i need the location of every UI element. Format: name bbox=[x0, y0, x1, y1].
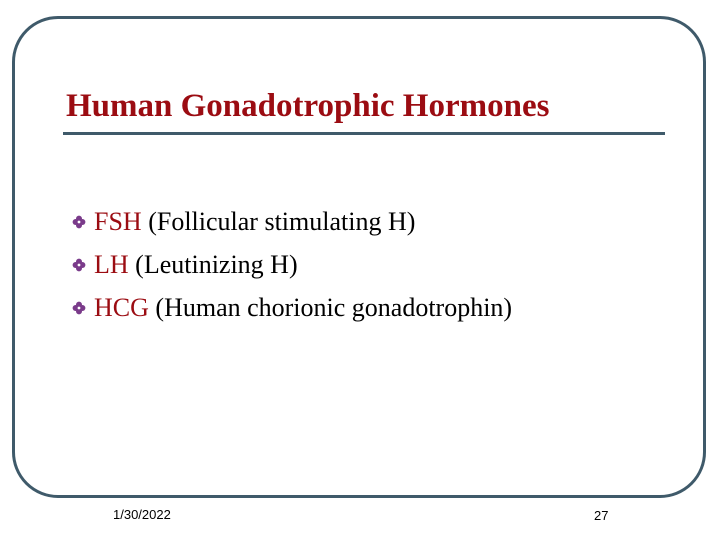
bullet-item-hcg bbox=[72, 286, 512, 329]
bullet-acronym: LH bbox=[94, 250, 129, 279]
diamond-bullet-icon bbox=[72, 215, 86, 229]
slide-title: Human Gonadotrophic Hormones bbox=[66, 88, 550, 124]
bullet-description: (Leutinizing H) bbox=[128, 250, 298, 279]
bullet-item-lh bbox=[72, 243, 512, 286]
diamond-bullet-icon bbox=[72, 301, 86, 315]
bullet-item-fsh bbox=[72, 200, 512, 243]
diamond-bullet-icon bbox=[72, 258, 86, 272]
page-number: 27 bbox=[594, 508, 609, 523]
bullet-list bbox=[72, 200, 512, 329]
footer-date: 1/30/2022 bbox=[113, 507, 171, 522]
bullet-description: (Human chorionic gonadotrophin) bbox=[148, 293, 513, 322]
bullet-description: (Follicular stimulating H) bbox=[141, 207, 416, 236]
bullet-acronym: HCG bbox=[94, 293, 149, 322]
bullet-acronym: FSH bbox=[94, 207, 142, 236]
title-underline bbox=[63, 132, 665, 135]
